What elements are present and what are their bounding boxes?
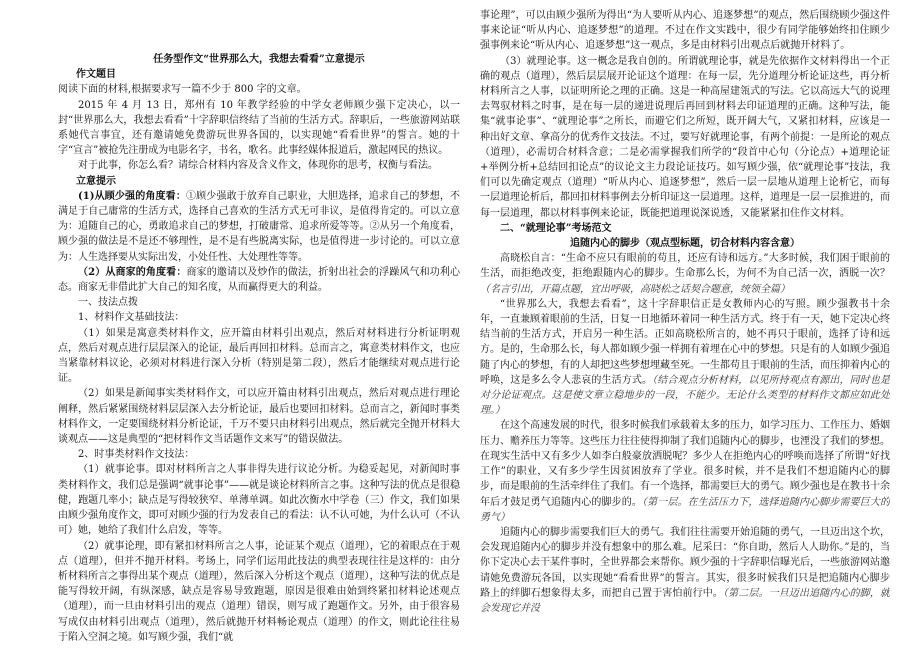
section-heading-sample: 二、“就理论事”考场范文 xyxy=(500,222,612,234)
paragraph: 事论理”，可以由顾少强所为得出“为人要听从内心、追逐梦想”的观点，然后围绕顾少强这件事来论证“听从内心、追逐梦想”的道理。不过在作文实践中，很少有同学能够始终扣住顾少强事例来论“听从内心、追逐梦想”这一观点，多是由材料引出观点后就抛开材料了。 xyxy=(480,10,890,52)
paragraph xyxy=(480,297,890,419)
paragraph xyxy=(58,189,460,265)
section-heading-topic: 作文题目 xyxy=(76,69,116,81)
essay-title: 追随内心的脚步（观点型标题，切合材料内容含意） xyxy=(570,238,800,250)
paragraph: （2）就事论理，即有紧扣材料所言之人事，论证某个观点（道理），它的着眼点在于观点（道理），但并不抛开材料。考场上，同学们运用此技法的典型表现往往是这样的：由分析材料所言之事得出某个观点（道理），然后深入分析这个观点（道理），这种写法的优点是能写得较开阔，有纵深感，缺点是容易导致跑题，原因是很难由始到终紧扣材料论述观点（道理），而一旦由材料引出的观点（道理）错误，则写成了跑题作文。另外，由于很容易写成仅由材料引出观点（道理），然后就抛开材料畅论观点（道理）的作文，则此论往往易于陷入空洞之境。如写顾少强，我们“就 xyxy=(58,540,460,643)
paragraph-body: 追随内心的脚步需要我们巨大的勇气。我们往往需要开始追随的勇气，一旦迈出这个坎，会发现追随内心的脚步并没有想象中的那么难。尼采曰：“你自助，然后人人助你。”是的，当你下定决心去干某件事时，全世界都会来帮你。顾少强的十字辞职信曝光后，一些旅游网站邀请她免费游玩各国，以实现她“看看世界”的誓言。其实，很多时候我们只是把追随内心脚步路上的绊脚石想象得太多，而把自己置于害怕前行中。 xyxy=(480,526,890,599)
subsection-heading: 2、时事类材料作文技法： xyxy=(78,449,195,461)
paragraph-body: 高晓松自言：“生命不应只有眼前的苟且，还应有诗和远方。”大多时候，我们困于眼前的生活，而拒绝改变，拒绝跟随内心的脚步。生命那么长，为何不为自己活一次，洒脱一次？ xyxy=(480,253,890,280)
left-column xyxy=(58,8,460,644)
annotation: （名言引出，开篇点题，宜出呼吸，高晓松之话契合题意，统领全篇） xyxy=(480,283,790,295)
paragraph-body: ①顾少强敢于放弃自己职业，大胆选择，追求自己的梦想，不满足于自己庸常的生活方式，选择自己喜欢的生活方式无可非议，是值得肯定的。可以立意为：追随自己的心，勇敢追求自己的梦想，打破庸常、追求所爱等等。②从另一个角度看，顾少强的做法是不是还不够理性，是不是有些脱离实际，也是值得进一步讨论的。可以立意为：人生选择要从实际出发，小处任性、大处理性等等。 xyxy=(58,190,460,263)
paragraph: 2015 年 4 月 13 日，郑州有 10 年教学经验的中学女老师顾少强下定决心，以一封“世界那么大，我想去看看”十字辞职信终结了当前的生活方式。辞职后，一些旅游网站联系她代言事宜，还有邀请她免费游玩世界各国的，以实现她“看看世界”的誓言。她的十字“宣言”被抢先注册成为电影名字，书名，歌名。此事经媒体报道后，激起网民的热议。 xyxy=(58,99,460,157)
paragraph xyxy=(480,251,890,297)
annotation: （第二层。一旦迈出追随内心的脚，就会发现它并没 xyxy=(480,587,890,614)
section-heading-hints: 立意提示 xyxy=(76,175,116,187)
paragraph-lead: (1)从顾少强的角度看： xyxy=(78,190,186,202)
paragraph-body: 商家的邀请以及炒作的做法，折射出社会的浮躁风气和功利心态。商家无非借此扩大自己的知名度，从而赢得更大的利益。 xyxy=(58,266,460,294)
annotation: （结合观点分析材料，以见所持观点有源出，同时也是对分论证观点。这是使文章立稳地步的一段，不能少。无论什么类型的材料作文都应如此处理。） xyxy=(480,374,890,417)
paragraph: （1）如果是寓意类材料作文，应开篇由材料引出观点，然后对材料进行分析证明观点，然后对观点进行层层深入的论证，最后再回扣材料。总而言之，寓意类材料作文，也应当紧靠材料议论，必须对材料进行深入分析（特别是第二段），然后才能继续对观点进行论证。 xyxy=(58,327,460,385)
right-column xyxy=(480,8,890,644)
paragraph-body: 在这个高速发展的时代，很多时候我们承载着太多的压力，如学习压力、工作压力、婚姻压力、赡养压力等等。这些压力往往使得抑制了我们追随内心的脚步，也湮没了我们的梦想。在现实生活中又有多少人如李白般豪放洒脱呢？多少人在拒绝内心的呼唤而选择了所谓“好找工作”的职业，又有多少学生因贫困放弃了学业。很多时候，并不是我们不想追随内心的脚步，而是眼前的生活牵绊住了我们。有一个选择，都需要巨大的勇气。顾少强也是在教书十余年后才鼓足勇气追随内心的脚步的。 xyxy=(480,420,890,508)
section-heading-techniques: 一、技法点拨 xyxy=(78,297,138,309)
paragraph: （3）就理论事。这一概念是我自创的。所谓就理论事，就是先依据作文材料得出一个正确的观点（道理），然后层层展开论证这个道理：在每一层，先分道理分析论证这些，再分析材料所言之人事，以证明所论之理的正确。这是一种高屋建瓴式的写法。它以高远大气的说理去驾驭材料之时事，是在每一层的递进说理后再回到材料去印证道理的正确。这种写法，能集“就事论事”、“就理论事”之所长，而避它们之所短，既开阔大气，又紧扣材料，应该是一种出好文章、拿高分的优秀作文技法。不过，要写好就理论事，有两个前提：一是所论的观点（道理），必需切合材料含意；二是必需掌握我们所学的“段首中心句（分论点）+道理论证+举例分析+总结回扣论点”的议论文主力段论证技巧。如写顾少强，依“就理论事”技法，我们可以先确定观点（道理）“听从内心、追逐梦想”，然后一层一层地从道理上论析它，而每一层道理论析后，都回扣材料事例去分析印证这一层道理。这样，道理是一层一层推进的，而每一层道理，都以材料事例来论证，既能把道理说深说透，又能紧紧扣住作文材料。 xyxy=(480,55,890,219)
document-title: 任务型作文“世界那么大，我想去看看”立意提示 xyxy=(153,54,365,65)
paragraph: 阅读下面的材料,根据要求写一篇不少于 800 字的文章。 xyxy=(58,84,307,96)
paragraph-body: “世界那么大，我想去看看”，这十字辞职信正是女教师内心的写照。顾少强教书十余年，一直兼顾着眼前的生活，日复一日地循环着同一种生活方式。终于有一天，她下定决心终结当前的生活方式，开启另一种生活。正如高晓松所言的，她不再只于眼前，选择了诗和远方。是的，生命那么长，每人都如顾少强一样拥有着埋在心中的梦想。只是有的人如顾少强追随了内心的梦想，有的人却把这些梦想埋藏至死。一生都苟且于眼前的生活，而压抑着内心的呼唤，这是多么令人悲哀的生活方式。 xyxy=(480,298,890,386)
paragraph: 对于此事，你怎么看？请综合材料内容及含义作文，体现你的思考，权衡与看法。 xyxy=(78,160,438,172)
annotation: （第一层。在生活压力下，选择追随内心脚步需要巨大的勇气） xyxy=(480,496,890,523)
paragraph xyxy=(480,418,890,524)
paragraph xyxy=(58,265,460,295)
paragraph xyxy=(480,525,890,616)
subsection-heading: 1、材料作文基础技法： xyxy=(78,312,185,324)
paragraph: （1）就事论事。即对材料所言之人事非得失进行议论分析。为稳妥起见，对新闻时事类材料作文，我们总是强调“就事论事”——就是谈论材料所言之事。这种写法的优点是很稳健，跑题几率小；缺点是写得较狭窄、单薄单调。如此次衡水中学卷（三）作文，我们如果由顾少强角度作文，即可对顾少强的行为发表自己的看法：认不认可她，为什么认可（不认可）她，她给了我们什么启发，等等。 xyxy=(58,464,460,537)
paragraph: （2）如果是新闻事实类材料作文，可以应开篇由材料引出观点，然后对观点进行理论阐释，然后紧紧围绕材料层层深入去分析论证，最后也要回扣材料。总而言之，新闻时事类材料作文，一定要围绕材料分析论证，千万不要只由材料引出观点，然后就完全抛开材料大谈观点——这是典型的“把材料作文当话题作文来写”的错误做法。 xyxy=(58,388,460,446)
paragraph-lead: （2）从商家的角度看： xyxy=(78,266,187,278)
